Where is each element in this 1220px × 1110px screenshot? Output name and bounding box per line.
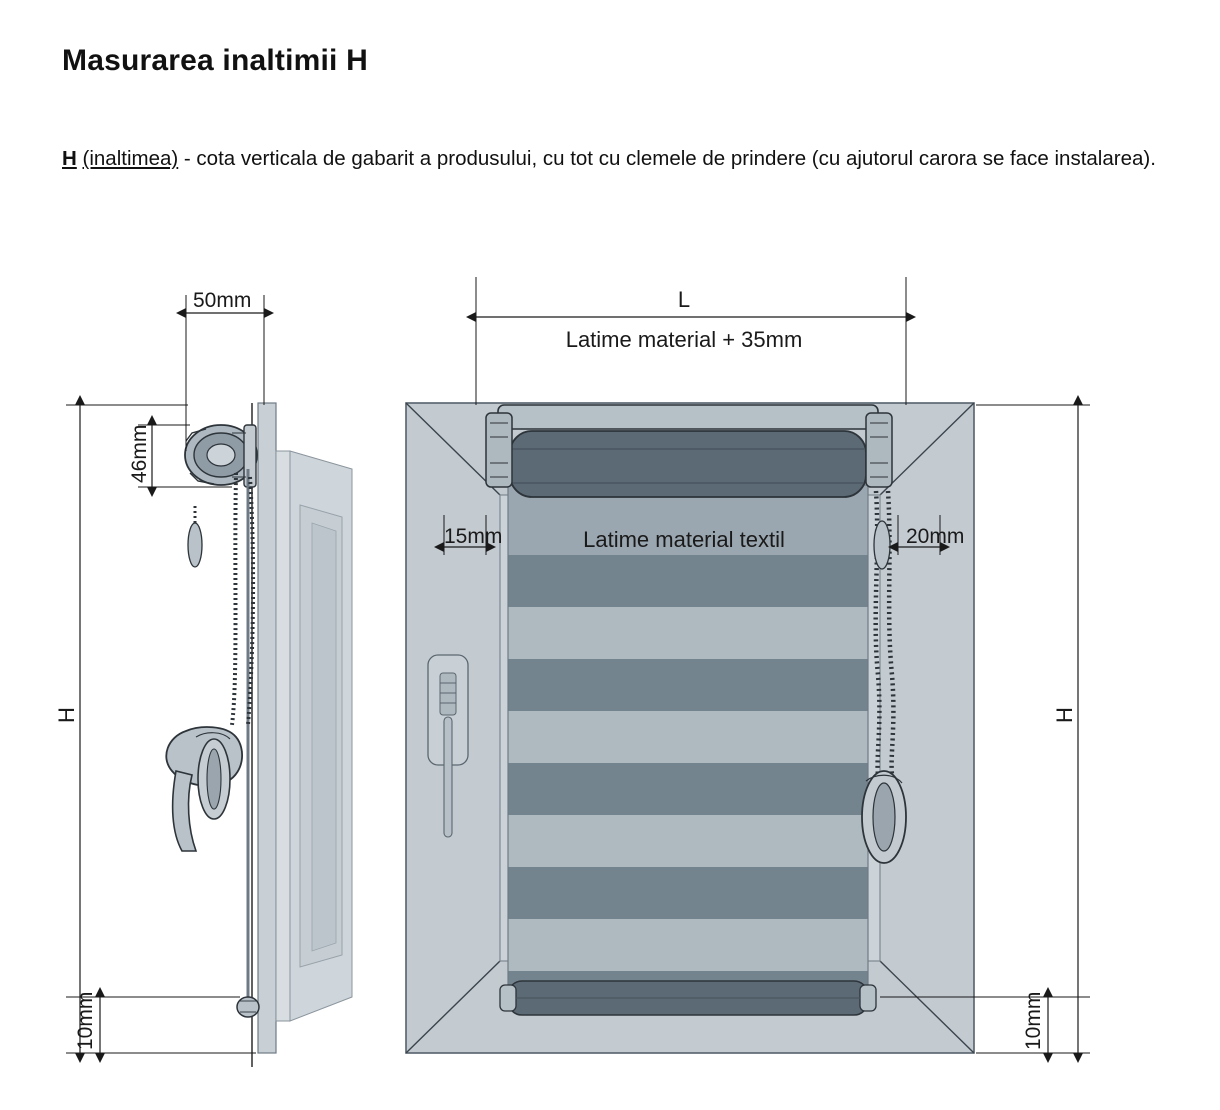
paragraph-lead-paren: (inaltimea) bbox=[82, 147, 179, 170]
fabric-width-label: Latime material textil bbox=[583, 527, 785, 552]
side-frame-outer bbox=[276, 451, 290, 1021]
side-chain-weight bbox=[166, 727, 242, 851]
dim-side-bottom-gap bbox=[66, 992, 240, 1053]
dim-front-left-offset-label: 15mm bbox=[444, 525, 503, 548]
dim-side-total-height-label: H bbox=[54, 707, 79, 723]
dim-front-right-offset-label: 20mm bbox=[906, 525, 965, 548]
dim-front-width bbox=[476, 277, 906, 405]
front-chain-weight bbox=[862, 771, 906, 863]
dim-side-total-height bbox=[54, 405, 256, 1053]
side-glass-inner bbox=[312, 523, 336, 951]
dim-front-bottom-gap-label: 10mm bbox=[1022, 991, 1045, 1050]
description-paragraph bbox=[62, 140, 1182, 178]
side-view-group bbox=[54, 289, 352, 1067]
side-wall-section bbox=[258, 403, 276, 1053]
dim-front-total-height bbox=[976, 405, 1090, 1053]
page-title: Masurarea inaltimii H bbox=[62, 44, 368, 77]
side-roller-head bbox=[185, 425, 257, 487]
technical-drawing bbox=[0, 255, 1220, 1085]
side-bottom-bar bbox=[237, 997, 259, 1017]
front-view-group bbox=[406, 277, 1090, 1053]
front-fabric-panel bbox=[508, 485, 868, 1011]
side-bead-chain bbox=[188, 473, 253, 725]
front-bottom-bar bbox=[500, 981, 876, 1015]
dim-side-bottom-gap-label: 10mm bbox=[74, 991, 97, 1050]
dim-front-width-label: L bbox=[677, 287, 691, 312]
paragraph-lead-bold: H bbox=[62, 147, 77, 170]
paragraph-rest: - cota verticala de gabarit a produsului, cu tot cu clemele de prindere (cu ajutorul carora se face instalarea). bbox=[178, 147, 1156, 170]
dim-side-bracket-height-label: 46mm bbox=[128, 424, 151, 483]
dim-front-total-height-label: H bbox=[1052, 707, 1077, 723]
dim-side-depth-label: 50mm bbox=[193, 289, 252, 312]
front-roller-tube bbox=[486, 405, 892, 497]
dim-front-width-sub-label: Latime material + 35mm bbox=[565, 327, 803, 352]
